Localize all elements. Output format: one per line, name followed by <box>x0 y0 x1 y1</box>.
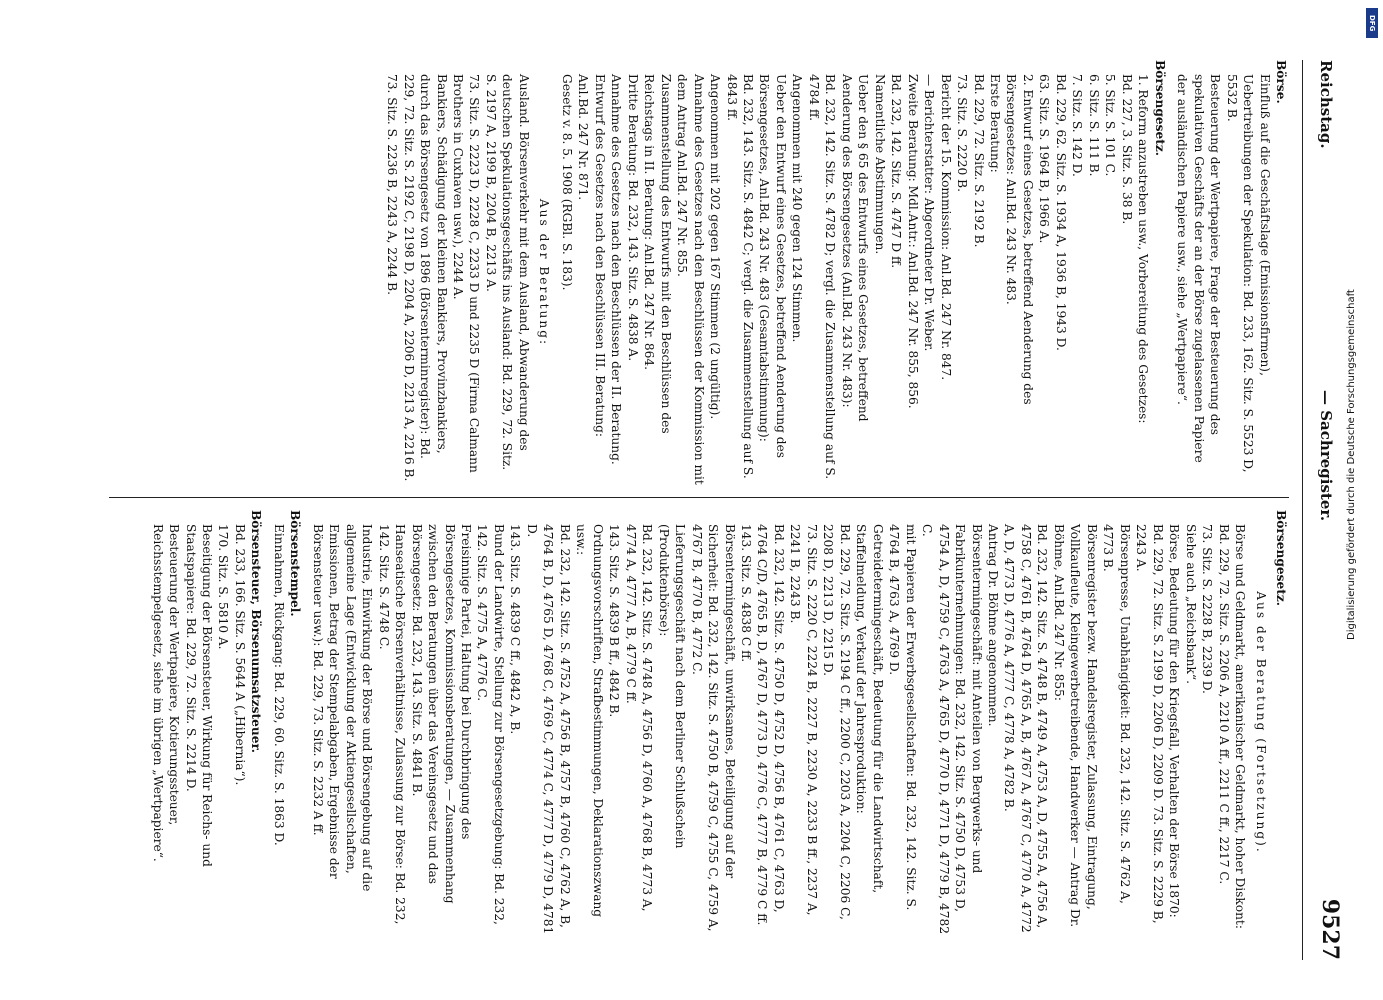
register-entry: Bd. 232, 142. Sitz. S. 4747 D ff. <box>889 74 904 269</box>
register-entry: Bd. 232, 142. Sitz. S. 4750 D, 4752 D, 4756 B, 4761 C, 4763 D, 4764 C/D, 4765 B, D, 4767 D, 4773 D, 4776 C, 4777 B, 4779 C ff. <box>755 524 786 926</box>
register-entry: Ueber den Entwurf eines Gesetzes, betreffend Aenderung des Börsengesetzes, Anl.Bd. 243 Nr. 483 (Gesamtabstimmung): <box>757 74 788 459</box>
register-entry: Bd. 232, 142. Sitz. S. 4752 A, 4756 B, 4757 B, 4760 C, 4762 A, B, 4764 B, D, 4765 D, 4768 C, 4769 C, 4774 C, 4777 D, 4779 D, 4781 D. <box>524 524 572 935</box>
register-entry: Angenommen mit 202 gegen 167 Stimmen (2 ungültig). <box>708 74 723 420</box>
register-entry: Getreidetermingeschäft, Bedeutung für die Landwirtschaft, Staffelmeldung, Verkauf der Jahresproduktion: <box>854 524 885 894</box>
register-entry: Einfluß auf die Geschäftslage (Emissionsfirmen), Uebertreibungen der Spekulation: Bd. 233, 162. Sitz. S. 5523 D, 5532 B. <box>1224 74 1272 473</box>
register-entry: 73. Sitz. S. 2228 B, 2239 D. <box>1200 524 1215 694</box>
register-entry: Gesetz v. 8. 5. 1908 (RGBl. S. 183). <box>559 74 574 291</box>
section-heading: Börsengesetz. <box>1152 60 1167 157</box>
register-entry: mit Papieren der Erwerbsgesellschaften: Bd. 232, 142. Sitz. S. 4764 B, 4763 A, 4769 D. <box>887 524 918 911</box>
register-entry: Bund der Landwirte, Stellung zur Börsengesetzgebung: Bd. 232, 142. Sitz. S. 4775 A, 4776 C. <box>475 524 506 925</box>
register-entry: Annahme des Gesetzes nach den Beschlüssen der II. Beratung. <box>609 74 624 465</box>
digitization-credit: Digitalisierung gefördert durch die Deutsche Forschungsgemeinschaft <box>1346 289 1357 640</box>
header-rule <box>1302 60 1303 960</box>
register-entry: 143. Sitz. S. 4839 B ff., 4842 B. <box>607 524 622 718</box>
page-header <box>1303 60 1343 960</box>
register-entry: Angenommen mit 240 gegen 124 Stimmen. <box>790 74 805 343</box>
header-center: — Sachregister. <box>1317 390 1335 522</box>
section-subheading: Aus der Beratung (Fortsetzung). <box>1253 591 1268 854</box>
register-section <box>558 60 1167 485</box>
register-entry: Bd. 227, 3. Sitz. S. 38 B. <box>1119 74 1134 225</box>
register-entry: Ueber den § 65 des Entwurfs eines Gesetzes, betreffend Aenderung des Börsengesetzes (Anl.Bd. 243 Nr. 483): <box>839 74 871 422</box>
register-section <box>270 510 303 935</box>
register-entry: 73. Sitz. S. 2236 B, 2243 A, 2244 B. <box>385 74 400 295</box>
section-heading: Börsensteuer, Börsenumsatzsteuer. <box>249 510 264 754</box>
dfg-logo: DFG <box>1366 8 1378 38</box>
header-left: Reichstag. <box>1317 60 1335 149</box>
register-entry: 2. Entwurf eines Gesetzes, betreffend Aenderung des Börsengesetzes: Anl.Bd. 243 Nr. 483. <box>1004 74 1035 405</box>
register-entry: Lieferungsgeschäft nach dem Berliner Schlußschein (Produktenbörse): <box>656 524 688 849</box>
section-heading: Börsengesetz. <box>1274 510 1288 607</box>
right-column <box>143 510 1289 935</box>
register-entry: Antrag Dr. Böhme angenommen. <box>986 524 1001 727</box>
register-section <box>309 510 1289 935</box>
register-entry: 7. Sitz. S. 142 D. <box>1070 74 1085 177</box>
register-entry: Entwurf des Gesetzes nach den Beschlüssen III. Beratung: Anl.Bd. 247 Nr. 871. <box>576 74 607 438</box>
register-entry: Siehe auch „Reichsbank“. <box>1183 524 1198 684</box>
register-entry: Börsentermingeschäft: mit Anteilen von Bergwerks- und Fabrikunternehmungen: Bd. 232, 142. Sitz. S. 4750 D, 4753 D, 4754 A, D, 4759 C, 4763 A, 4765 D, 4770 D, 4771 D, 4779 B, 4782 C. <box>920 524 984 935</box>
register-entry: 143. Sitz. S. 4839 C ff., 4842 A, B. <box>508 524 523 735</box>
register-entry: 1. Reform anzustreben usw., Vorbereitung des Gesetzes: <box>1136 74 1151 424</box>
register-entry: Freisinnige Partei, Haltung bei Durchbringung des Börsengesetzes, Kommissionsberatungen, — Zusammenhang zwischen den Beratungen über das Vereinsgesetz und das Börsengesetz: Bd. 232, 143. Sitz. S. 4841 B. <box>409 524 474 904</box>
section-subheading: Aus der Beratung: <box>537 198 552 347</box>
register-entry: Bd. 232, 142. Sitz. S. 4748 B, 4749 A, 4753 A, D, 4755 A, 4756 A, 4758 C, 4761 B, 4764 D, 4765 A, B, 4767 A, 4767 C, 4770 A, 4772 A, D, 4773 D, 4776 A, 4777 C, 4778 A, 4782 B. <box>1002 524 1050 933</box>
register-entry: Bd. 232, 143. Sitz. S. 4842 C; vergl. die Zusammenstellung auf S. 4843 ff. <box>724 74 755 479</box>
register-entry: Besteuerung der Wertpapiere, Kotierungssteuer, Reichsstempelgesetz, siehe im übrigen „Wertpapiere“. <box>150 524 182 862</box>
section-heading: Börse. <box>1274 60 1288 104</box>
register-entry: Bankiers, Schädigung der kleinen Bankiers, Provinzbankiers, durch das Börsengesetz von 1896 (Börsenterminregister): Bd. 229, 72. Sitz. S. 2192 C, 2198 D, 2204 A, 2206 D, 2213 A, 2216 B. <box>401 74 449 482</box>
register-entry: 170. Sitz. S. 5810 A. <box>216 524 231 650</box>
register-entry: Beseitigung der Börsensteuer, Wirkung für Reichs- und Staatspapiere: Bd. 229, 72. Sitz. S. 2214 D. <box>183 524 214 867</box>
register-entry: Einnahmen, Rückgang: Bd. 229, 60. Sitz. S. 1863 D. <box>271 524 286 846</box>
page-number: 9527 <box>1317 898 1343 960</box>
register-entry: Besteuerung der Wertpapiere, Frage der Besteuerung des spekulativen Geschäfts der an der Börse zugelassenen Papiere der ausländischen Papiere usw., siehe „Wertpapiere“. <box>1175 74 1223 463</box>
page-body <box>43 60 1343 960</box>
register-entry: 73. Sitz. S. 2220 C, 2224 B, 2227 B, 2230 A, 2233 B ff., 2237 A, 2241 B, 2243 B. <box>788 524 819 916</box>
register-entry: Börsentermingeschäft, unwirksames, Beteiligung auf der Sicherheit: Bd. 232, 142. Sitz. S. 4750 B, 4759 C, 4755 C, 4759 A, 4767 B, 4770 B, 4772 C. <box>689 524 737 932</box>
register-entry: 73. Sitz. S. 2220 B. <box>955 74 970 192</box>
register-entry: 63. Sitz. S. 1964 B, 1966 A. <box>1037 74 1052 244</box>
register-entry: Bd. 232, 142. Sitz. S. 4782 D; vergl. die Zusammenstellung auf S. 4784 ff. <box>806 74 838 480</box>
register-entry: Bericht der 15. Kommission: Anl.Bd. 247 Nr. 847. <box>938 74 953 381</box>
register-entry: Zusammenstellung des Entwurfs mit den Beschlüssen des Reichstags in II. Beratung: Anl.Bd. 247 Nr. 864. <box>642 74 673 434</box>
register-entry: 5. Sitz. S. 101 C. <box>1103 74 1118 177</box>
register-entry: Börse, Bedeutung für den Kriegsfall, Verhalten der Börse 1870: Bd. 229, 72. Sitz. S. 2199 D, 2206 D, 2209 D. 73. Sitz. S. 2229 B, 2243 A. <box>1134 524 1182 924</box>
register-entry: — Berichterstatter: Abgeordneter Dr. Weber. <box>922 74 937 352</box>
left-column <box>378 60 1289 485</box>
register-entry: Annahme des Gesetzes nach den Beschlüssen der Kommission mit dem Antrag Anl.Bd. 247 Nr. 855. <box>675 74 706 485</box>
register-entry: Industrie, Einwirkung der Börse und Börsengebung auf die allgemeine Lage (Entwicklung der Aktiengesellschaften, Emissionen, Betrag der Stempelabgaben, Ergebnisse der Börsensteuer usw.): Bd. 229, 73. Sitz. S. 2232 A ff. <box>310 524 375 892</box>
register-entry: Bd. 232, 142. Sitz. S. 4748 A, 4756 D, 4760 A, 4768 B, 4773 A, 4774 A, 4777 A, B, 4779 C ff. <box>623 524 655 912</box>
register-entry: Namentliche Abstimmungen. <box>872 74 887 255</box>
register-entry: Hanseatische Börsenverhältnisse, Zulassung zur Börse: Bd. 232, 142. Sitz. S. 4748 C. <box>376 524 408 925</box>
register-entry: Bd. 233, 166. Sitz. S. 5644 A („Hibernia“). <box>232 524 247 786</box>
section-heading: Börsenstempel. <box>288 510 303 617</box>
register-entry: 6. Sitz. S. 111 B. <box>1086 74 1101 177</box>
register-entry: Zweite Beratung: Mdl.Antr.: Anl.Bd. 247 Nr. 855, 856. <box>905 74 920 409</box>
column-divider <box>109 497 1289 498</box>
register-entry: 143. Sitz. S. 4838 C ff. <box>739 524 753 663</box>
register-section <box>149 510 264 935</box>
register-entry: Börsenpresse, Unabhängigkeit: Bd. 232, 142. Sitz. S. 4762 A, 4773 B. <box>1101 524 1132 904</box>
register-entry: Ordnungsvorschriften, Strafbestimmungen, Deklarationszwang usw.: <box>574 524 605 918</box>
register-section <box>384 60 553 485</box>
register-entry: Bd. 229, 72. Sitz. S. 2194 C ff., 2200 C, 2203 A, 2204 C, 2206 C, 2208 D, 2213 D, 2215 D. <box>821 524 852 920</box>
register-entry: Börsenregister bezw. Handelsregister, Zulassung, Eintragung, Vollkaufleute, Kleingewerbetreibende, Handwerker — Antrag Dr. Böhme, Anl.Bd. 247 Nr. 855: <box>1051 524 1099 928</box>
register-entry: Bd. 229, 62. Sitz. S. 1934 A, 1936 B, 1943 D. <box>1053 74 1068 351</box>
register-entry: Ausland. Börsenverkehr mit dem Ausland, Abwanderung des deutschen Spekulationsgeschäfts ins Ausland: Bd. 229, 72. Sitz. S. 2197 A, 2199 B, 2204 B, 2213 A. <box>483 74 531 471</box>
register-section <box>1174 60 1289 485</box>
register-entry: 73. Sitz. S. 2223 D, 2228 C, 2233 D und 2235 D (Firma Calmann Brothers in Cuxhaven usw.), 2244 A. <box>451 74 482 473</box>
register-entry: Dritte Beratung: Bd. 232, 143. Sitz. S. 4838 A. <box>625 74 640 362</box>
register-entry: Erste Beratung: <box>988 74 1003 173</box>
register-entry: Börse und Geldmarkt, amerikanischer Geldmarkt, hoher Diskont: Bd. 229, 72. Sitz. S. 2206 A, 2210 A ff., 2211 C ff., 2217 C. <box>1216 524 1248 929</box>
register-entry: Bd. 229, 72. Sitz. S. 2192 B. <box>971 74 986 248</box>
